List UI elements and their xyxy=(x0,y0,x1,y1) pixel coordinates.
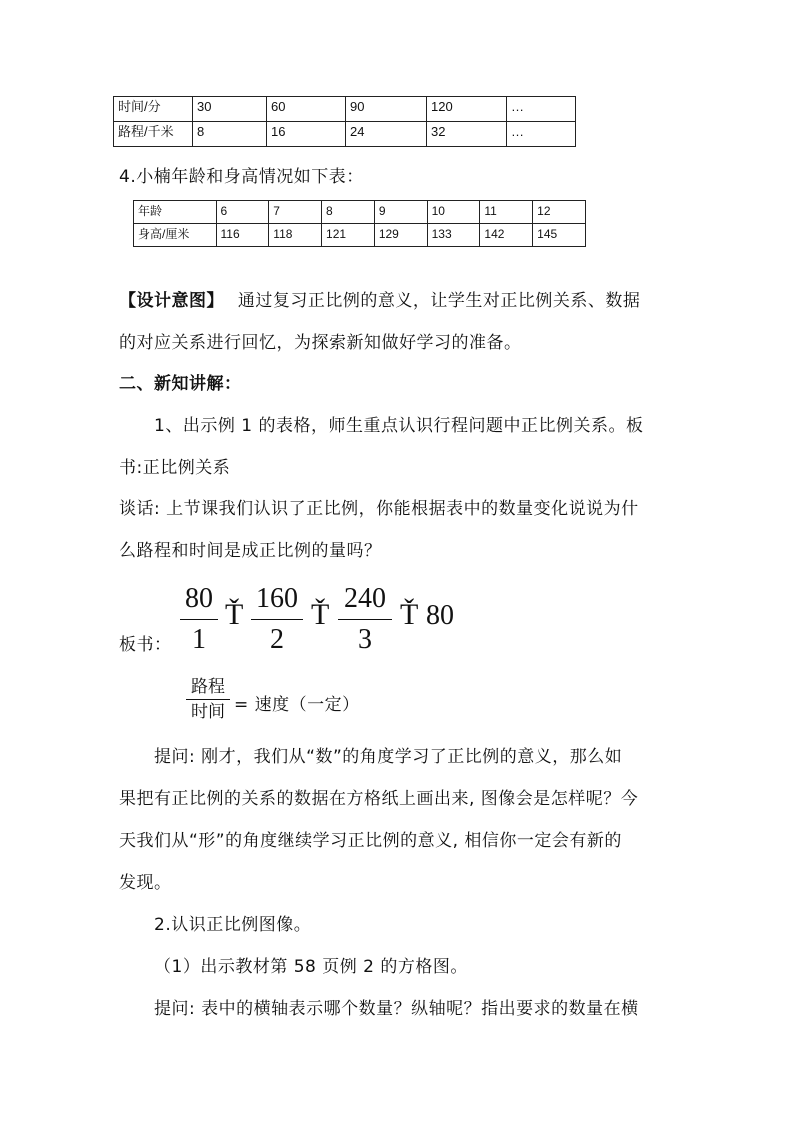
table-cell: 12 xyxy=(533,201,586,224)
table-cell: 32 xyxy=(427,122,507,147)
table-cell: 年龄 xyxy=(134,201,217,224)
result-value: 80 xyxy=(426,600,454,631)
table-cell: 60 xyxy=(267,97,346,122)
fraction-80-over-1 xyxy=(180,582,218,657)
table-row xyxy=(134,224,586,247)
equals-symbol: Ť xyxy=(225,598,244,631)
item-4-heading: 4.小楠年龄和身高情况如下表： xyxy=(119,167,364,187)
talk-line-1: 谈话: 上节课我们认识了正比例，你能根据表中的数量变化说说为什 xyxy=(119,499,639,519)
design-intent-text: 通过复习正比例的意义，让学生对正比例关系、数据 xyxy=(237,291,641,311)
table-cell: 24 xyxy=(346,122,427,147)
fraction-bar xyxy=(186,699,230,700)
time-distance-table xyxy=(113,96,576,147)
fraction-240-over-3 xyxy=(338,582,392,657)
table-cell: 145 xyxy=(533,224,586,247)
question-1-line-3: 天我们从“形”的角度继续学习正比例的意义, 相信你一定会有新的 xyxy=(119,831,622,851)
design-intent-line-1 xyxy=(119,286,640,311)
fraction-numerator: 160 xyxy=(256,583,298,614)
table-cell: 121 xyxy=(322,224,375,247)
table-row xyxy=(114,97,576,122)
section-2-heading: 二、新知讲解： xyxy=(119,374,242,394)
table-cell: 路程/千米 xyxy=(114,122,193,147)
equals-symbol: Ť xyxy=(400,598,419,631)
fraction-160-over-2 xyxy=(251,582,303,657)
table-cell: 时间/分 xyxy=(114,97,193,122)
distance-over-time-fraction xyxy=(186,676,230,723)
table-cell: 11 xyxy=(480,201,533,224)
fraction-denominator: 3 xyxy=(358,624,372,655)
table-cell: 身高/厘米 xyxy=(134,224,217,247)
fraction-denominator: 时间 xyxy=(191,702,225,722)
paragraph-2-subitem: （1）出示教材第 58 页例 2 的方格图。 xyxy=(154,957,468,977)
age-height-table xyxy=(133,200,586,247)
board-label: 板书： xyxy=(119,635,172,655)
table-cell: 30 xyxy=(193,97,267,122)
equals-symbol: Ť xyxy=(311,598,330,631)
table-cell: 8 xyxy=(193,122,267,147)
fraction-bar xyxy=(251,619,303,620)
table-cell: 116 xyxy=(216,224,269,247)
question-1-line-1: 提问: 刚才，我们从“数”的角度学习了正比例的意义，那么如 xyxy=(154,747,623,767)
paragraph-2-heading: 2.认识正比例图像。 xyxy=(154,915,312,935)
table-cell: 6 xyxy=(216,201,269,224)
fraction-numerator: 240 xyxy=(344,583,386,614)
table-cell: 16 xyxy=(267,122,346,147)
table-cell: 9 xyxy=(374,201,427,224)
fraction-bar xyxy=(338,619,392,620)
design-intent-line-2: 的对应关系进行回忆，为探索新知做好学习的准备。 xyxy=(119,333,522,353)
fraction-denominator: 2 xyxy=(270,624,284,655)
table-cell: 142 xyxy=(480,224,533,247)
speed-constant-text: = 速度（一定） xyxy=(234,695,360,715)
table-cell: 120 xyxy=(427,97,507,122)
table-cell: 118 xyxy=(269,224,322,247)
table-cell: … xyxy=(507,122,576,147)
fraction-numerator: 80 xyxy=(185,583,213,614)
table-cell: 129 xyxy=(374,224,427,247)
table-cell: 8 xyxy=(322,201,375,224)
table-cell: 90 xyxy=(346,97,427,122)
table-cell: 133 xyxy=(427,224,480,247)
fraction-numerator: 路程 xyxy=(191,677,225,697)
paragraph-1-line-1: 1、出示例 1 的表格，师生重点认识行程问题中正比例关系。板 xyxy=(154,416,644,436)
fraction-denominator: 1 xyxy=(192,624,206,655)
table-row xyxy=(114,122,576,147)
question-1-line-2: 果把有正比例的关系的数据在方格纸上画出来, 图像会是怎样呢？今 xyxy=(119,789,639,809)
paragraph-1-line-2: 书:正比例关系 xyxy=(119,458,231,478)
design-intent-label: 【设计意图】 xyxy=(119,291,224,311)
fraction-bar xyxy=(180,619,218,620)
question-2-line-1: 提问: 表中的横轴表示哪个数量？纵轴呢？指出要求的数量在横 xyxy=(154,999,639,1019)
question-1-line-4: 发现。 xyxy=(119,873,172,893)
table-cell: 7 xyxy=(269,201,322,224)
talk-line-2: 么路程和时间是成正比例的量吗？ xyxy=(119,541,382,561)
table-cell: 10 xyxy=(427,201,480,224)
table-row xyxy=(134,201,586,224)
table-cell: … xyxy=(507,97,576,122)
